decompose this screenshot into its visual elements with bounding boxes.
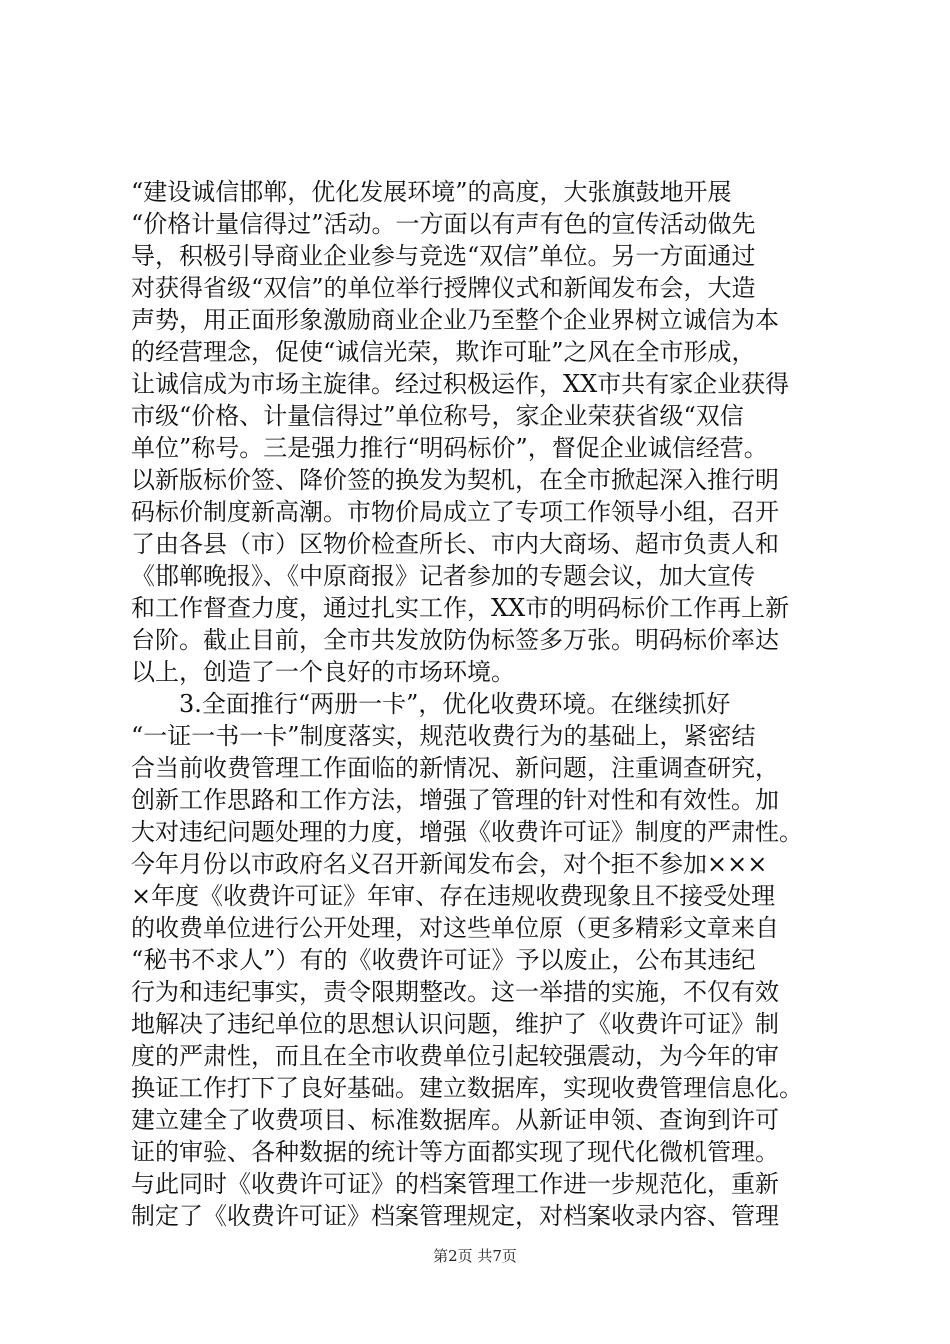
text-line: 台阶。截止目前，全市共发放防伪标签多万张。明码标价率达 [131, 626, 779, 654]
text-line: 证的审验、各种数据的统计等方面都实现了现代化微机管理。 [131, 1138, 779, 1166]
text-line: 制定了《收费许可证》档案管理规定，对档案收录内容、管理 [131, 1202, 779, 1230]
body-text [131, 176, 851, 1232]
text-line: “价格计量信得过”活动。一方面以有声有色的宣传活动做先 [131, 210, 756, 238]
text-line: 市级“价格、计量信得过”单位称号，家企业荣获省级“双信 [131, 402, 744, 430]
text-line: 《邯郸晚报》、《中原商报》记者参加的专题会议，加大宣传 [131, 562, 755, 590]
text-line: ×年度《收费许可证》年审、存在违规收费现象且不接受处理 [131, 882, 776, 910]
text-line: 地解决了违纪单位的思想认识问题，维护了《收费许可证》制 [131, 1010, 779, 1038]
text-line: 以新版标价签、降价签的换发为契机，在全市掀起深入推行明 [131, 466, 779, 494]
text-line: 码标价制度新高潮。市物价局成立了专项工作领导小组，召开 [131, 498, 779, 526]
text-line: 了由各县（市）区物价检查所长、市内大商场、超市负责人和 [131, 530, 779, 558]
text-line: 今年月份以市政府名义召开新闻发布会，对个拒不参加××× [131, 850, 768, 878]
text-line: 让诚信成为市场主旋律。经过积极运作，XX市共有家企业获得 [131, 370, 790, 398]
text-line: 度的严肃性，而且在全市收费单位引起较强震动，为今年的审 [131, 1042, 779, 1070]
text-line: 大对违纪问题处理的力度，增强《收费许可证》制度的严肃性。 [131, 818, 803, 846]
text-line: “一证一书一卡”制度落实，规范收费行为的基础上，紧密结 [131, 722, 756, 750]
text-line: 行为和违纪事实，责令限期整改。这一举措的实施，不仅有效 [131, 978, 779, 1006]
text-line: 建立建全了收费项目、标准数据库。从新证申领、查询到许可 [131, 1106, 779, 1134]
text-line: 换证工作打下了良好基础。建立数据库，实现收费管理信息化。 [131, 1074, 803, 1102]
text-line: 合当前收费管理工作面临的新情况、新问题，注重调查研究， [131, 754, 779, 782]
text-line: 3.全面推行“两册一卡”，优化收费环境。在继续抓好 [131, 690, 731, 718]
text-line: “建设诚信邯郸，优化发展环境”的高度，大张旗鼓地开展 [131, 178, 732, 206]
text-line: 导，积极引导商业企业参与竞选“双信”单位。另一方面通过 [131, 242, 756, 270]
text-line: 声势，用正面形象激励商业企业乃至整个企业界树立诚信为本 [131, 306, 779, 334]
text-line: 的经营理念，促使“诚信光荣，欺诈可耻”之风在全市形成， [131, 338, 756, 366]
text-line: 与此同时《收费许可证》的档案管理工作进一步规范化，重新 [131, 1170, 779, 1198]
text-line: 的收费单位进行公开处理，对这些单位原（更多精彩文章来自 [131, 914, 779, 942]
text-line: “秘书不求人”）有的《收费许可证》予以废止，公布其违纪 [131, 946, 756, 974]
text-line: 对获得省级“双信”的单位举行授牌仪式和新闻发布会，大造 [131, 274, 756, 302]
text-line: 单位”称号。三是强力推行“明码标价”，督促企业诚信经营。 [131, 434, 768, 462]
text-line: 和工作督查力度，通过扎实工作，XX市的明码标价工作再上新 [131, 594, 790, 622]
text-line: 以上，创造了一个良好的市场环境。 [131, 658, 515, 686]
page-footer: 第2页 共7页 [433, 1247, 517, 1265]
text-line: 创新工作思路和工作方法，增强了管理的针对性和有效性。加 [131, 786, 779, 814]
